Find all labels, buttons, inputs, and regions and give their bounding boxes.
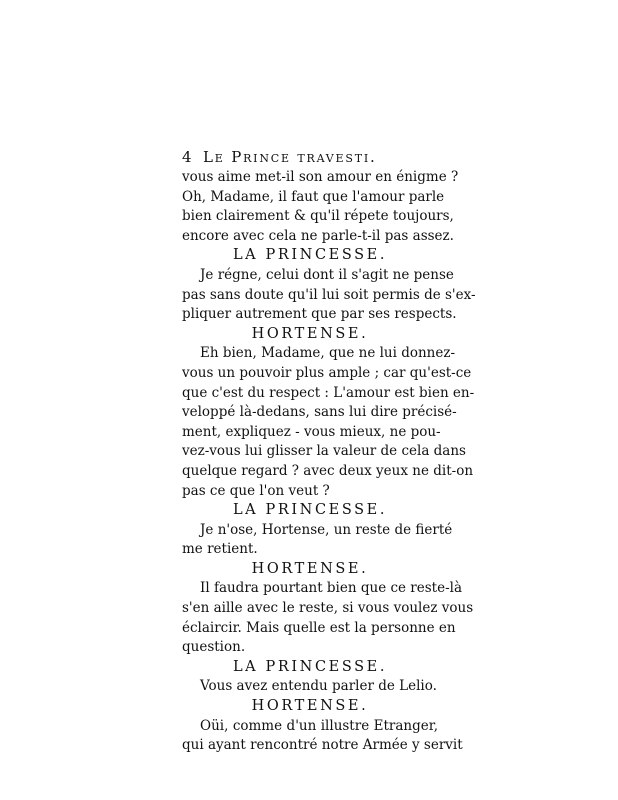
speaker-name: HORTENSE. [251,325,369,342]
text-line: Oh, Madame, il faut que l'amour parle [182,188,445,205]
speaker-name: HORTENSE. [251,698,369,715]
speech [182,266,476,325]
text-line: s'en aille avec le reste, si vous voulez vous [182,600,474,617]
text-line: pas sans doute qu'il lui soit permis de s'ex- [182,286,476,303]
speech [182,579,474,657]
text-line: vous un pouvoir plus ample ; car qu'est-ce [182,364,472,381]
text-block [182,148,476,756]
text-line: question. [182,639,246,656]
speaker-name: HORTENSE. [251,560,369,577]
text-line: me retient. [182,541,258,558]
speaker-name: LA PRINCESSE. [232,658,388,675]
text-line: pas ce que l'on veut ? [182,482,330,499]
running-title: Le Prince travesti. [203,148,377,166]
text-line: Eh bien, Madame, que ne lui donnez- [200,345,456,362]
speech [182,677,438,697]
text-line: Je n'ose, Hortense, un reste de fierté [200,521,453,538]
speech [182,521,453,560]
text-line: pliquer autrement que par ses respects. [182,306,457,323]
text-line: vez-vous lui glisser la valeur de cela dans [182,443,466,460]
speaker-name: LA PRINCESSE. [232,247,388,264]
speech [182,717,463,756]
play-text [182,168,476,756]
text-line: veloppé là-dedans, sans lui dire précisé- [182,404,457,421]
text-line: encore avec cela ne parle-t-il pas assez. [182,227,454,244]
text-line: ment, expliquez - vous mieux, ne pou- [182,423,441,440]
text-line: bien clairement & qu'il répete toujours, [182,208,454,225]
speech [182,168,459,246]
text-line: quelque regard ? avec deux yeux ne dit-on [182,462,474,479]
page-number: 4 [182,148,194,166]
text-line: Il faudra pourtant bien que ce reste-là [200,580,463,597]
speech [182,344,475,501]
text-line: Je régne, celui dont il s'agit ne pense [200,266,454,283]
text-line: que c'est du respect : L'amour est bien en- [182,384,475,401]
page-header [182,148,438,168]
text-line: qui ayant rencontré notre Armée y servit [182,737,463,754]
text-line: éclaircir. Mais quelle est la personne en [182,619,456,636]
text-line: vous aime met-il son amour en énigme ? [182,169,459,185]
text-line: Vous avez entendu parler de Lelio. [200,678,437,695]
text-line: Oüi, comme d'un illustre Etranger, [200,717,438,734]
speaker-name: LA PRINCESSE. [232,502,388,519]
